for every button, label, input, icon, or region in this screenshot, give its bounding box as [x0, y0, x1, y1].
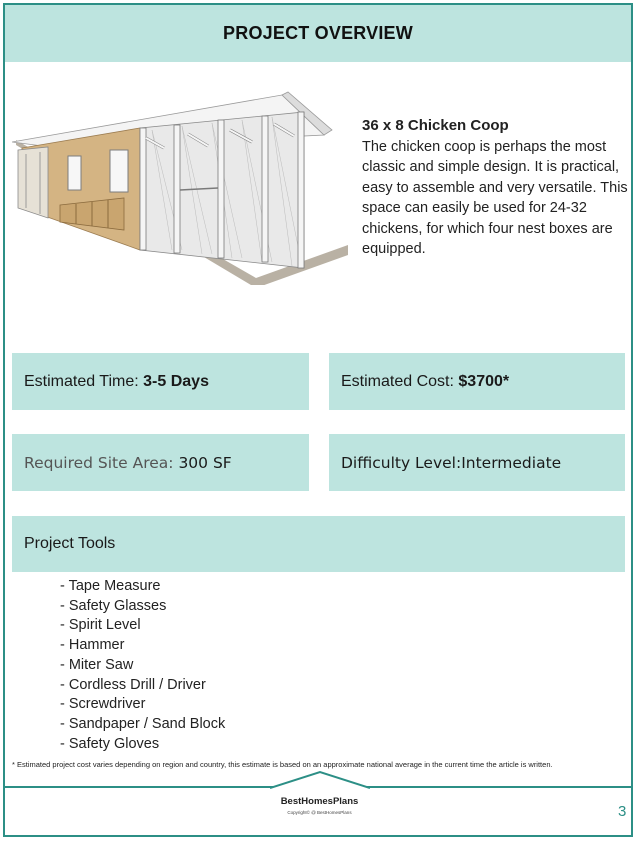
page-header — [5, 5, 631, 62]
list-item: - Miter Saw — [60, 656, 134, 673]
site-area-box — [12, 434, 309, 491]
estimated-time-label: Estimated Time: — [24, 372, 139, 390]
list-item: - Spirit Level — [60, 617, 141, 634]
list-item: - Hammer — [60, 637, 125, 654]
site-area-label: Required Site Area: — [24, 453, 174, 472]
difficulty-text: Difficulty Level:Intermediate — [341, 453, 562, 472]
brand-name: BestHomesPlans — [280, 796, 359, 807]
estimated-cost-label: Estimated Cost: — [341, 372, 454, 390]
page-title: PROJECT OVERVIEW — [223, 23, 413, 43]
estimated-time-box — [12, 353, 309, 410]
project-description: The chicken coop is perhaps the most classic and simple design. It is practical, easy to assemble and very versatile. This space can easily be used for 24-32 chickens, for which four nest boxes are equipped. — [362, 138, 628, 257]
copyright-text: Copyright© @ BestHomesPlans — [287, 810, 352, 815]
tools-list — [60, 577, 225, 754]
project-title: 36 x 8 Chicken Coop — [362, 117, 509, 134]
page-number: 3 — [618, 803, 627, 820]
estimated-time-value: 3-5 Days — [143, 372, 209, 390]
list-item: - Safety Glasses — [60, 597, 167, 614]
list-item: - Tape Measure — [60, 578, 161, 594]
cost-footnote: * Estimated project cost varies depending on region and country, this estimate is based on an approximate national average in the current time the article is written. — [12, 760, 553, 769]
list-item: - Sandpaper / Sand Block — [60, 715, 226, 732]
project-tools-heading: Project Tools — [24, 535, 116, 552]
project-description-block — [362, 116, 630, 260]
project-tools-header — [12, 516, 625, 572]
estimated-cost-box — [329, 353, 625, 410]
footer-notch-decoration — [270, 770, 370, 790]
difficulty-box — [329, 434, 625, 491]
list-item: - Cordless Drill / Driver — [60, 676, 206, 693]
site-area-value: 300 SF — [178, 453, 232, 472]
list-item: - Screwdriver — [60, 696, 146, 713]
chicken-coop-illustration — [12, 90, 348, 285]
estimated-cost-value: $3700* — [458, 372, 510, 390]
list-item: - Safety Gloves — [60, 735, 160, 752]
